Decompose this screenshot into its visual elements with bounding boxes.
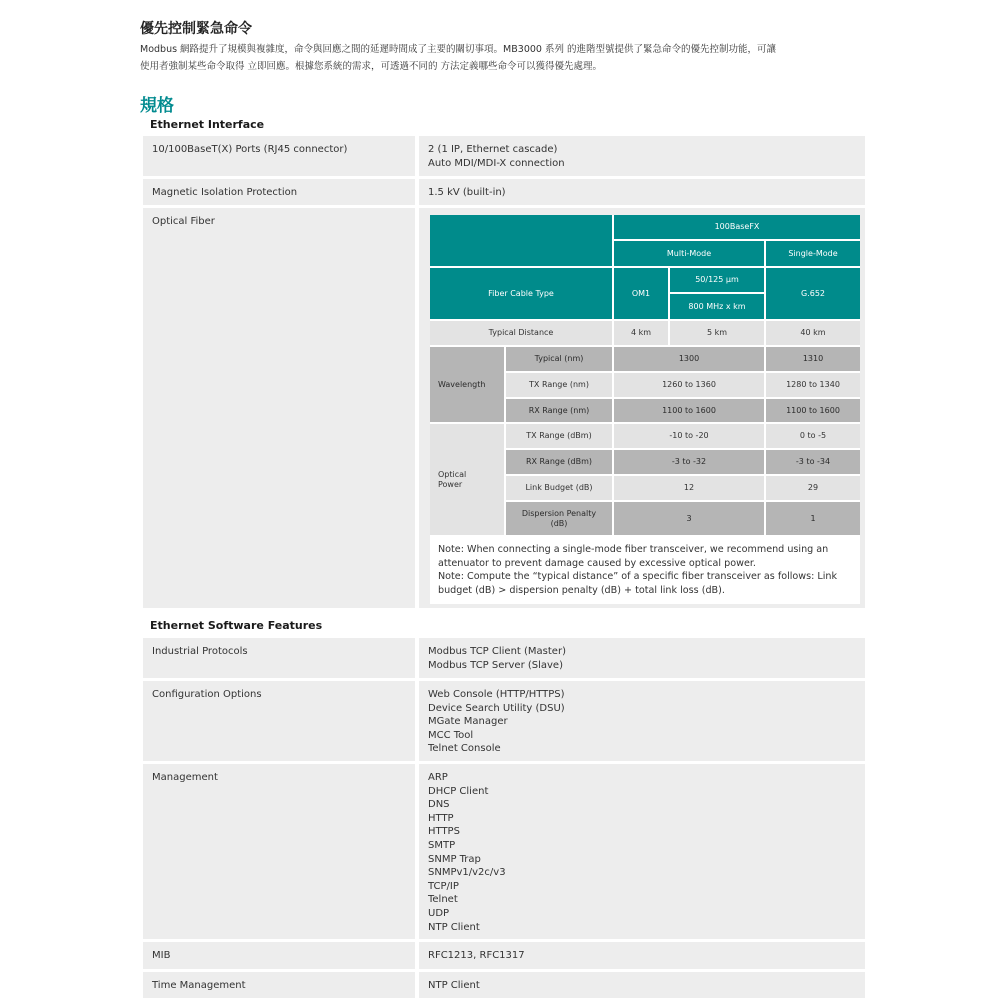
fiber-tx-dbm-mm: -10 to -20	[614, 424, 764, 448]
spec-value-line: SNMP Trap	[428, 853, 481, 865]
spec-value-line: Auto MDI/MDI-X connection	[428, 157, 565, 169]
fiber-rx-nm-sm: 1100 to 1600	[766, 399, 860, 422]
spec-value-line: DHCP Client	[428, 785, 489, 797]
spec-row-isolation	[143, 179, 865, 205]
fiber-link-budget-mm: 12	[614, 476, 764, 500]
fiber-link-budget-sm: 29	[766, 476, 860, 500]
intro-line: Modbus 網路提升了規模與複雜度，命令與回應之間的延遲時間成了主要的關切事項。MB3000 系列 的進階型號提供了緊急命令的優先控制功能，可讓	[140, 44, 776, 55]
spec-row-optical-fiber	[143, 208, 865, 608]
spec-value-line: NTP Client	[428, 921, 480, 933]
spec-value	[419, 179, 865, 205]
fiber-header-blank	[430, 215, 612, 266]
fiber-header-100basefx: 100BaseFX	[614, 215, 860, 239]
fiber-rx-dbm-label: RX Range (dBm)	[506, 450, 612, 474]
fiber-note-line: Note: When connecting a single-mode fiber transceiver, we recommend using an	[438, 544, 829, 555]
spec-label: MIB	[143, 942, 415, 969]
fiber-cable-type-label: Fiber Cable Type	[430, 268, 612, 319]
section-title-ethernet-interface: Ethernet Interface	[150, 118, 265, 131]
spec-value-line: HTTP	[428, 812, 454, 824]
fiber-dist-sm: 40 km	[766, 321, 860, 345]
spec-value-line: Telnet	[428, 894, 458, 906]
spec-row-time-management	[143, 972, 865, 998]
spec-row-industrial-protocols	[143, 638, 865, 678]
fiber-tx-dbm-sm: 0 to -5	[766, 424, 860, 448]
spec-value-line: Web Console (HTTP/HTTPS)	[428, 689, 565, 700]
spec-value-line: TCP/IP	[428, 880, 459, 892]
spec-value-line: DNS	[428, 799, 450, 811]
fiber-g652: G.652	[766, 268, 860, 319]
fiber-note-line: budget (dB) > dispersion penalty (dB) + total link loss (dB).	[438, 584, 725, 596]
fiber-rx-nm-label: RX Range (nm)	[506, 399, 612, 422]
spec-value-line: MCC Tool	[428, 729, 474, 741]
fiber-rx-nm-mm: 1100 to 1600	[614, 399, 764, 422]
spec-value-line: RFC1213, RFC1317	[428, 950, 525, 961]
spec-value-line: Telnet Console	[428, 743, 501, 755]
fiber-link-budget-label: Link Budget (dB)	[506, 476, 612, 500]
section-title-ethernet-software: Ethernet Software Features	[150, 619, 323, 632]
fiber-tx-dbm-label: TX Range (dBm)	[506, 424, 612, 448]
spec-label: Industrial Protocols	[143, 638, 415, 678]
spec-value	[419, 972, 865, 998]
fiber-dispersion-mm: 3	[614, 502, 764, 535]
spec-row-mib	[143, 942, 865, 969]
fiber-header-multi-mode: Multi-Mode	[614, 241, 764, 266]
fiber-optical-power-label: Optical Power	[430, 424, 504, 535]
spec-value-line: SNMPv1/v2c/v3	[428, 867, 506, 879]
fiber-typical-nm-sm: 1310	[766, 347, 860, 371]
fiber-typical-nm-label: Typical (nm)	[506, 347, 612, 371]
spec-row-management	[143, 764, 865, 939]
spec-value-line: UDP	[428, 907, 450, 919]
spec-value	[419, 681, 865, 761]
fiber-bandwidth: 800 MHz x km	[670, 294, 764, 319]
fiber-tx-nm-label: TX Range (nm)	[506, 373, 612, 397]
spec-value-line: Device Search Utility (DSU)	[428, 702, 565, 714]
spec-heading: 規格	[140, 96, 174, 116]
fiber-typical-nm-mm: 1300	[614, 347, 764, 371]
fiber-note-line: attenuator to prevent damage caused by excessive optical power.	[438, 557, 756, 569]
fiber-wavelength-label: Wavelength	[430, 347, 504, 422]
fiber-rx-dbm-sm: -3 to -34	[766, 450, 860, 474]
fiber-dispersion-label: Dispersion Penalty (dB)	[506, 502, 612, 535]
fiber-header-single-mode: Single-Mode	[766, 241, 860, 266]
spec-row-ports	[143, 136, 865, 176]
spec-value-line: Modbus TCP Server (Slave)	[428, 659, 563, 671]
fiber-note-line: Note: Compute the “typical distance” of a specific fiber transceiver as follows: Link	[438, 571, 838, 583]
fiber-rx-dbm-mm: -3 to -32	[614, 450, 764, 474]
fiber-size: 50/125 μm	[670, 268, 764, 292]
spec-value-line: NTP Client	[428, 980, 480, 991]
spec-value-line: HTTPS	[428, 826, 460, 838]
spec-row-configuration-options	[143, 681, 865, 761]
spec-value-line: 1.5 kV (built-in)	[428, 187, 506, 198]
spec-label: Configuration Options	[143, 681, 415, 761]
spec-value-line: 2 (1 IP, Ethernet cascade)	[428, 144, 558, 155]
spec-label: Time Management	[143, 972, 415, 998]
spec-value-line: Modbus TCP Client (Master)	[428, 646, 566, 657]
intro-title: 優先控制緊急命令	[140, 21, 252, 37]
fiber-om1: OM1	[614, 268, 668, 319]
spec-value	[419, 136, 865, 176]
spec-label: Optical Fiber	[143, 208, 415, 608]
spec-label: 10/100BaseT(X) Ports (RJ45 connector)	[143, 136, 415, 176]
fiber-tx-nm-mm: 1260 to 1360	[614, 373, 764, 397]
spec-value-line: MGate Manager	[428, 716, 508, 728]
spec-value-line: ARP	[428, 772, 448, 783]
spec-label: Magnetic Isolation Protection	[143, 179, 415, 205]
spec-value	[419, 942, 865, 969]
intro-line: 使用者強制某些命令取得 立即回應。根據您系統的需求，可透過不同的 方法定義哪些命令可以獲得優先處理。	[140, 61, 603, 72]
fiber-dist-mm: 5 km	[670, 321, 764, 345]
intro-body	[140, 41, 865, 75]
fiber-dispersion-sm: 1	[766, 502, 860, 535]
spec-value	[419, 638, 865, 678]
fiber-typical-distance-label: Typical Distance	[430, 321, 612, 345]
fiber-tx-nm-sm: 1280 to 1340	[766, 373, 860, 397]
spec-value	[419, 764, 865, 939]
spec-label: Management	[143, 764, 415, 939]
spec-value-line: SMTP	[428, 839, 456, 851]
fiber-spec-table	[430, 215, 860, 604]
fiber-dist-om1: 4 km	[614, 321, 668, 345]
fiber-notes	[438, 543, 848, 597]
